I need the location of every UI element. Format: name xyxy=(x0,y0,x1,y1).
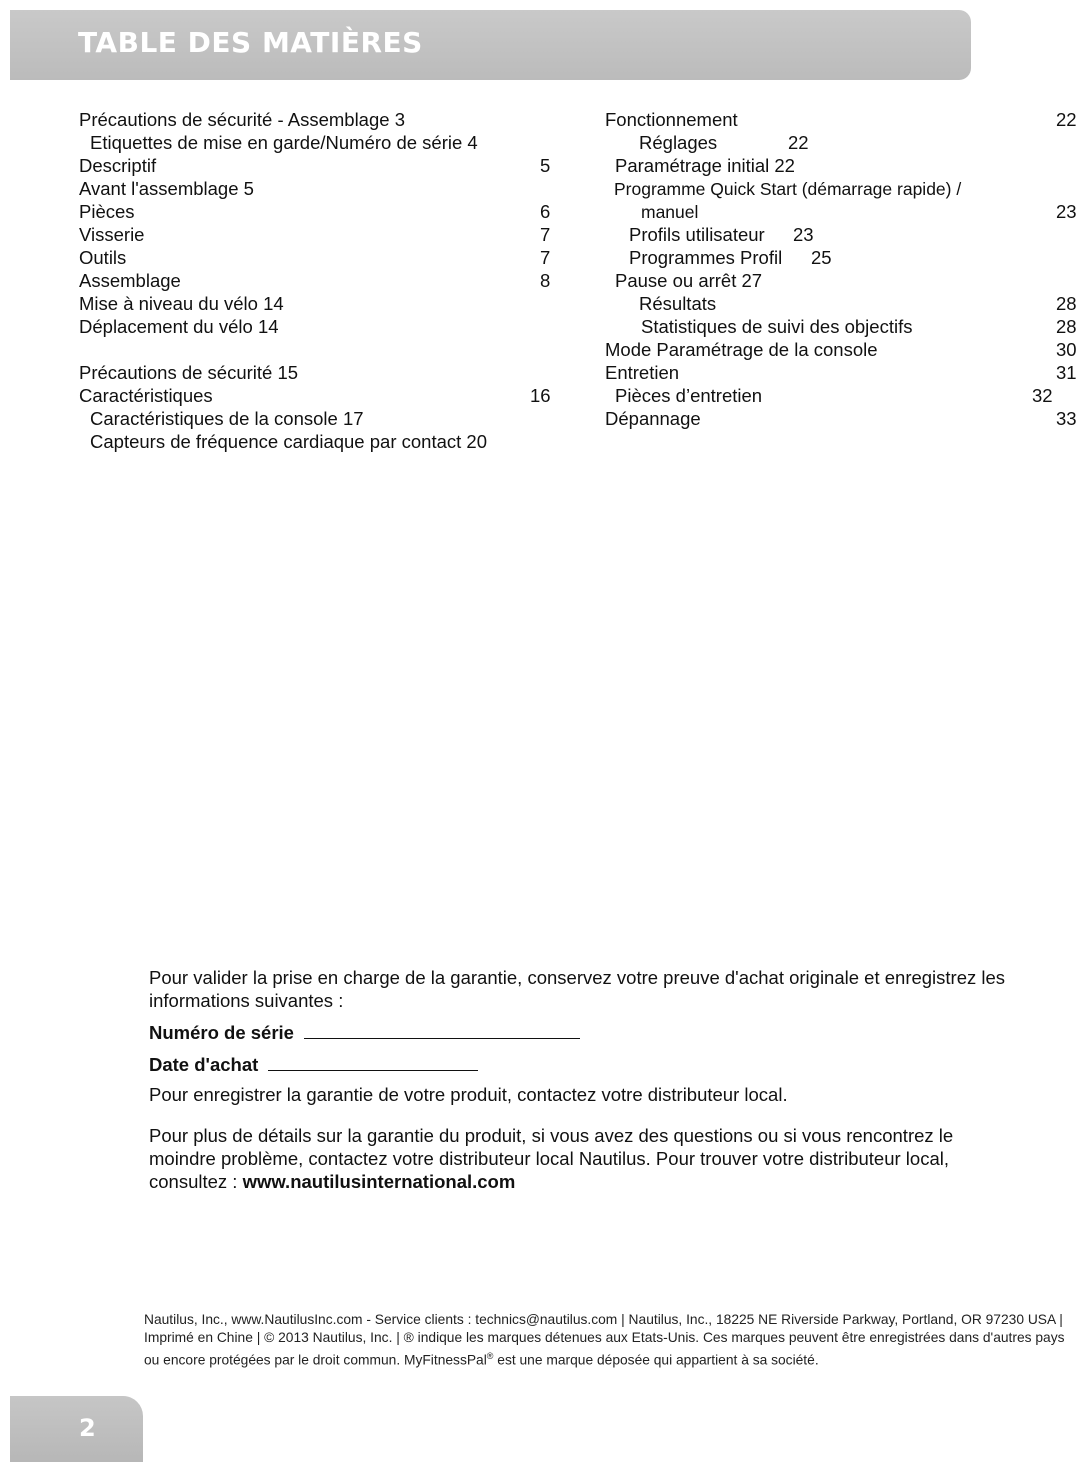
toc-entry[interactable]: Résultats xyxy=(639,293,717,314)
toc-page-number: 22 xyxy=(788,132,809,153)
toc-entry[interactable]: Mode Paramétrage de la console xyxy=(605,339,878,360)
toc-entry[interactable]: Avant l'assemblage 5 xyxy=(79,178,254,199)
website-link[interactable]: www.nautilusinternational.com xyxy=(242,1171,516,1192)
warranty-intro xyxy=(149,966,1019,1012)
toc-page-number: 28 xyxy=(1056,293,1077,314)
toc-entry[interactable]: Visserie xyxy=(79,224,145,245)
toc-page-number: 32 xyxy=(1032,385,1053,406)
serial-number-label: Numéro de série xyxy=(149,1022,294,1043)
toc-entry[interactable]: Assemblage xyxy=(79,270,181,291)
toc-entry[interactable]: Pièces xyxy=(79,201,135,222)
legal-footer xyxy=(144,1311,1069,1370)
warranty-register-text: Pour enregistrer la garantie de votre produit, contactez votre distributeur local. xyxy=(149,1084,788,1105)
toc-page-number: 30 xyxy=(1056,339,1077,360)
toc-page-number: 7 xyxy=(540,247,551,268)
purchase-date-label: Date d'achat xyxy=(149,1054,259,1075)
toc-page-number: 31 xyxy=(1056,362,1077,383)
toc-entry[interactable]: Précautions de sécurité 15 xyxy=(79,362,299,383)
toc-page-number: 22 xyxy=(1056,109,1077,130)
toc-entry[interactable]: Réglages xyxy=(639,132,718,153)
page-number-tab xyxy=(10,1396,143,1462)
toc-entry[interactable]: Pause ou arrêt 27 xyxy=(615,270,763,291)
footer-text-end: est une marque déposée qui appartient à sa société. xyxy=(493,1352,819,1368)
toc-page-number: 25 xyxy=(811,247,832,268)
toc-entry[interactable]: Statistiques de suivi des objectifs xyxy=(641,316,913,337)
warranty-intro-text: Pour valider la prise en charge de la garantie, conservez votre preuve d'achat originale et enregistrez les informations suivantes : xyxy=(149,967,1006,1011)
toc-page-number: 33 xyxy=(1056,408,1077,429)
purchase-date-blank xyxy=(268,1054,478,1071)
toc-entry[interactable]: Entretien xyxy=(605,362,680,383)
page-title: TABLE DES MATIÈRES xyxy=(78,26,423,59)
toc-entry[interactable]: Capteurs de fréquence cardiaque par contact 20 xyxy=(90,431,487,452)
toc-entry[interactable]: Programmes Profil xyxy=(629,247,783,268)
toc-entry[interactable]: Dépannage xyxy=(605,408,701,429)
toc-page-number: 5 xyxy=(540,155,551,176)
toc-page-number: 23 xyxy=(1056,201,1077,222)
warranty-details-text: Pour plus de détails sur la garantie du produit, si vous avez des questions ou si vous rencontrez le moindre problème, contactez votre distributeur local Nautilus. Pour trouver votre distributeur local, consultez : xyxy=(149,1125,954,1192)
toc-entry[interactable]: Mise à niveau du vélo 14 xyxy=(79,293,284,314)
toc-entry[interactable]: Caractéristiques de la console 17 xyxy=(90,408,364,429)
toc-entry[interactable]: Fonctionnement xyxy=(605,109,738,130)
registered-mark: ® xyxy=(486,1351,494,1361)
toc-entry[interactable]: Pièces d’entretien xyxy=(615,385,763,406)
toc-entry[interactable]: Descriptif xyxy=(79,155,157,176)
toc-entry[interactable]: Programme Quick Start (démarrage rapide) / xyxy=(614,179,962,199)
purchase-date-field xyxy=(149,1053,478,1076)
footer-text: Nautilus, Inc., www.NautilusInc.com - Service clients : technics@nautilus.com | Nautilus, Inc., 18225 NE Riverside Parkway, Portland, OR 97230 USA | Imprimé en Chine | © 2013 Nautilus, Inc. | ® indique les marques détenues aux Etats-Unis. Ces marques peuvent être enregistrées dans d'autres pays ou encore protégées par le droit commun. MyFitnessPal xyxy=(144,1312,1065,1368)
page-number: 2 xyxy=(79,1414,96,1442)
toc-page-number: 23 xyxy=(793,224,814,245)
toc-page-number: 6 xyxy=(540,201,551,222)
toc-entry[interactable]: Caractéristiques xyxy=(79,385,213,406)
toc-page-number: 7 xyxy=(540,224,551,245)
toc-entry[interactable]: Déplacement du vélo 14 xyxy=(79,316,279,337)
warranty-details xyxy=(149,1124,1019,1193)
toc-page-number: 16 xyxy=(530,385,551,406)
toc-entry[interactable]: Profils utilisateur xyxy=(629,224,765,245)
toc-page-number: 28 xyxy=(1056,316,1077,337)
toc-entry[interactable]: manuel xyxy=(641,202,699,222)
serial-number-blank xyxy=(304,1022,580,1039)
toc-entry[interactable]: Outils xyxy=(79,247,127,268)
warranty-details-paragraph xyxy=(149,1124,1019,1193)
toc-entry[interactable]: Paramétrage initial 22 xyxy=(615,155,795,176)
toc-entry[interactable]: Précautions de sécurité - Assemblage 3 xyxy=(79,109,405,130)
toc-entry[interactable]: Etiquettes de mise en garde/Numéro de série 4 xyxy=(90,132,478,153)
serial-number-field xyxy=(149,1021,580,1044)
toc-page-number: 8 xyxy=(540,270,551,291)
